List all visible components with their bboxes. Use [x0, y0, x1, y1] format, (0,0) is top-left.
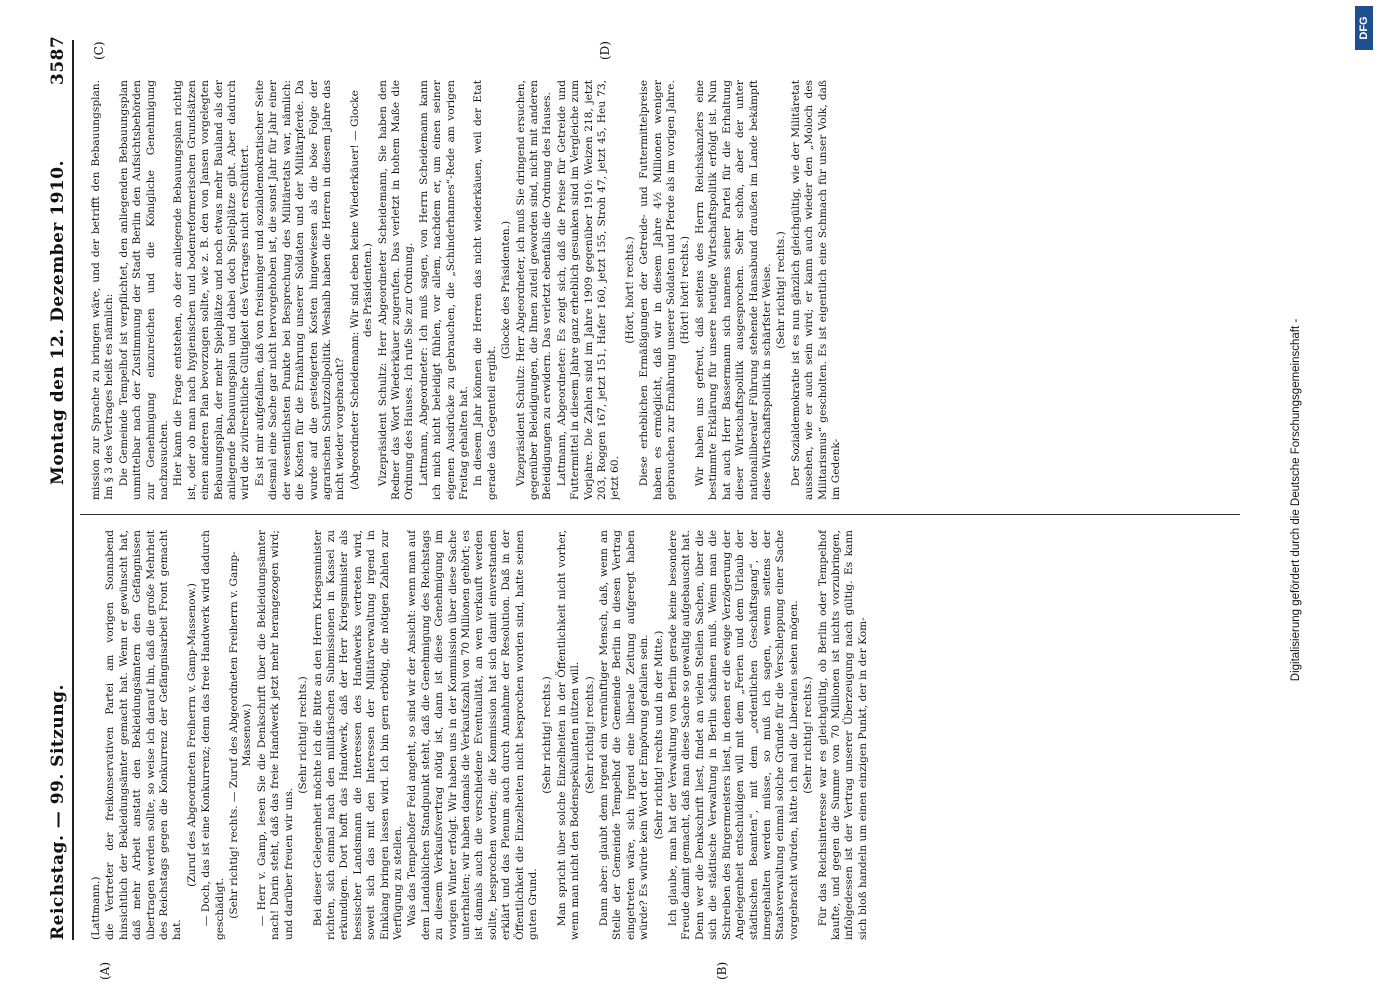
paragraph: Wir haben uns gefreut, daß seitens des Herrn Reichskanzlers eine bestimmte Erklärung für unsere heutige Wirtschaftspolitik erfolgt ist. Nun hat auch Herr Bassermann sich namens seiner Partei für die Erhaltung dieser Wirtschaftspolitik ausgesprochen. Sehr schön, aber der unter nationalliberaler Führung stehende Hansabund draußen im Lande bekämpft diese Wirtschaftspolitik in schärfster Weise. — [693, 80, 773, 500]
paragraph: Was das Tempelhofer Feld angeht, so sind wir der Ansicht: wenn man auf dem Landablichen Standpunkt steht, daß die Genehmigung des Reichstags zu diesem Verkaufsvertrag nötig ist, dann ist diese Genehmigung im vorigen Winter erfolgt. Wir haben uns in der Kommission über diese Sache unterhalten; wir haben damals die Verkaufszahl von 70 Millionen gehört; es ist damals auch die verschiedene Eventualität, an wen verkauft werden sollte, besprochen worden; die Kommission hat sich damit einverstanden erklärt und das Plenum auch durch Annahme der Resolution. Daß in der Öffentlichkeit die Einzelheiten nicht besprochen worden sind, hatte seinen guten Grund. — [406, 530, 539, 940]
margin-marker-a: (A) — [98, 961, 112, 980]
paragraph: (Lattmann.) — [90, 876, 102, 940]
digitization-note: Digitalisierung gefördert durch die Deutsche Forschungsgemeinschaft - — [1290, 318, 1302, 682]
paragraph: Die Gemeinde Tempelhof ist verpflichtet, den anliegenden Bebauungsplan unmittelbar nach der Zustimmung der Stadt Berlin den Aufsichtsbehörden zur Genehmigung einzureichen und die Königliche Genehmigung nachzusuchen. — [117, 80, 171, 500]
interjection: (Glocke des Präsidenten.) — [500, 220, 513, 360]
interjection: (Hört, hört! rechts.) — [623, 236, 636, 344]
paragraph: — Doch, das ist eine Konkurrenz; denn das freie Handwerk wird dadurch geschädigt. — [200, 530, 226, 940]
paragraph: Man spricht über solche Einzelheiten in der Öffentlichkeit nicht vorher, wenn man nicht den Bodenspekulanten nützen will. — [555, 530, 582, 940]
header-rule — [72, 40, 74, 940]
interjection: (Sehr richtig! rechts.) — [775, 231, 788, 349]
paragraph: In diesem Jahr können die Herren das nicht wiederkäuen, weil der Etat gerade das Gegenteil ergibt. — [472, 80, 498, 500]
paragraph: Der Sozialdemokratie ist es nun gänzlich gleichgültig, wie der Militäretat aussehen, wie er auch sein wird; er kann auch wieder den „Moloch des Militarismus“ gescholten. Es ist eigentlich eine Schmach für unser Volk, daß im Gedenk- — [789, 80, 842, 500]
paragraph: Lattmann, Abgeordneter: Es zeigt sich, daß die Preise für Getreide und Futtermittel in diesem Jahre ganz erheblich gesunken sind im Vergleiche zum Vorjahre. Die Zahlen sind im Jahre 1909 gegenüber 1910: Weizen 218, jetzt 203, Roggen 167, jetzt 151, Hafer 160, jetzt 155, Stroh 47, jetzt 45, Heu 73, jetzt 60. — [555, 80, 622, 500]
dfg-logo: DFG — [1355, 6, 1373, 50]
left-text-column — [90, 530, 1250, 940]
paragraph: Ich glaube, man hat der Verwaltung von Berlin gerade keine besondere Freude damit gemacht, daß man diese Sache so gewaltig aufgebauscht hat. Denn wer die Denkschrift liest, findet an vielen Stellen Sachen, über die sich die städtische Verwaltung in Berlin schämen muß. Wenn man die Schreiben des Bürgermeisters liest, in denen er die ewige Verzögerung der Angelegenheit entschuldigen will mit dem „Ferien und dem Urlaub der städtischen Beamten“, mit dem „ordentlichen Geschäftsgang“, der innegehalten werden müsse, so muß ich sagen, wenn seitens der Staatsverwaltung einmal solche Gründe für die Verschleppung einer Sache vorgebracht würden, hätte ich mal die Liberalen sehen mögen. — [667, 530, 800, 940]
paragraph: Bei dieser Gelegenheit möchte ich die Bitte an den Herrn Kriegsminister richten, sich einmal nach den militärischen Submissionen in Kassel zu erkundigen. Dort hofft das Handwerk, daß der Herr Kriegsminister als hessischer Landsmann die Interessen des Handwerks vertreten wird, soweit sich das mit den Interessen der Militärverwaltung irgend in Einklang bringen lassen wird. Ich bin gern erbötig, die nötigen Zahlen zur Verfügung zu stellen. — [311, 530, 404, 940]
margin-marker-d: (D) — [598, 41, 612, 60]
interjection: (Hört! hört! rechts.) — [679, 235, 692, 345]
interjection: (Sehr richtig! rechts und in der Mitte.) — [652, 630, 665, 840]
page-number: 3587 — [48, 35, 68, 85]
paragraph: Diese erheblichen Ermäßigungen der Getreide- und Futtermittelpreise haben es ermöglicht, daß wir in diesem Jahre 4½ Millionen weniger gebrauchen zur Ernährung unserer Soldaten und Pferde als im vorigen Jahre. — [638, 80, 678, 500]
right-text-column — [90, 80, 1250, 500]
paragraph: Es ist mir aufgefallen, daß von freisinniger und sozialdemokratischer Seite diesmal eine Sache gar nicht hervorgehoben ist, die sonst Jahr für Jahr einer der wesentlichsten Punkte bei Besprechung des Militäretats war, nämlich: die Kosten für die Ernährung unserer Soldaten und der Militärpferde. Da wurde auf die gesteigerten Kosten hingewiesen als die böse Folge der agrarischen Schutzzollpolitik. Weshalb haben die Herren in diesem Jahre das nicht wieder vorgebracht? — [253, 80, 347, 500]
interjection: (Sehr richtig! rechts.) — [541, 676, 554, 794]
interjection: (Abgeordneter Scheidemann: Wir sind eben keine Wiederkäuer! — Glocke des Präsidenten.) — [348, 90, 375, 490]
paragraph: die Vertreter der freikonservativen Partei am vorigen Sonnabend hinsichtlich der Bekleidungsämter gemacht hat. Wenn er gewünscht hat, daß mehr Arbeit anstatt den Bekleidungsämtern den Gefängnissen übertragen werden sollte, so weise ich darauf hin, daß die große Mehrheit des Reichstags gegen die Konkurrenz der Gefängnisarbeit Front gemacht hat. — [104, 530, 184, 940]
paragraph: — Herr v. Gamp, lesen Sie die Denkschrift über die Bekleidungsämter nach! Darin steht, daß das freie Handwerk jetzt mehr herangezogen wird; und darüber freuen wir uns. — [255, 530, 295, 940]
paragraph: Für das Reichsinteresse war es gleichgültig, ob Berlin oder Tempelhof kaufte, und gegen die Summe von 70 Millionen ist nichts vorzubringen, infolgedessen ist der Vertrag unserer Überzeugung nach gültig. Es kann sich bloß handeln um einen einzigen Punkt, der in der Kom- — [816, 530, 869, 940]
paragraph: mission zur Sprache zu bringen wäre, und der betrifft den Bebauungsplan. Im § 3 des Vertrages heißt es nämlich: — [90, 80, 116, 500]
column-divider — [80, 514, 1240, 515]
interjection: (Sehr richtig! rechts.) — [583, 676, 596, 794]
interjection: (Sehr richtig! rechts. — Zuruf des Abgeordneten Freiherrn v. Gamp-Massenow.) — [228, 551, 254, 919]
interjection: (Zuruf des Abgeordneten Freiherrn v. Gamp-Massenow.) — [185, 583, 198, 887]
interjection: (Sehr richtig! rechts.) — [802, 676, 815, 794]
paragraph: Hier kann die Frage entstehen, ob der anliegende Bebauungsplan richtig ist, oder ob man nach hygienischen und bodenreformerischen Grundsätzen einen anderen Plan bevorzugen sollte, wie z. B. den von Jansen vorgelegten Bebauungsplan, der mehr Spielplätze und noch etwas mehr Bauland als der anliegende Bebauungsplan und dabei doch Spielplätze gibt. Aber dadurch wird die zivilrechtliche Gültigkeit des Vertrages nicht erschüttert. — [172, 80, 252, 500]
margin-marker-c: (C) — [92, 41, 106, 60]
interjection: (Sehr richtig! rechts.) — [297, 676, 310, 794]
page-header — [0, 0, 80, 1000]
paragraph: Vizepräsident Schultz: Herr Abgeordneter Scheidemann, Sie haben den Redner das Wort Wiederkäuer zugerufen. Das verletzt in hohem Maße die Ordnung des Hauses. Ich rufe Sie zur Ordnung. — [376, 80, 416, 500]
paragraph: Vizepräsident Schultz: Herr Abgeordneter, ich muß Sie dringend ersuchen, gegenüber Beleidigungen, die Ihnen zuteil geworden sind, nicht mit anderen Beleidigungen zu erwidern. Das verletzt ebenfalls die Ordnung des Hauses. — [514, 80, 554, 500]
header-session: Reichstag. — 99. Sitzung. — [48, 684, 68, 940]
paragraph: Lattmann, Abgeordneter: Ich muß sagen, von Herrn Scheidemann kann ich mich nicht beleidigt fühlen, vor allem, nachdem er, um einen seiner eigenen Ausdrücke zu gebrauchen, die „Schinderhannes“-Rede am vorigen Freitag gehalten hat. — [417, 80, 470, 500]
header-date: Montag den 12. Dezember 1910. — [48, 160, 68, 485]
margin-marker-b: (B) — [715, 961, 729, 980]
paragraph: Dann aber: glaubt denn irgend ein vernünftiger Mensch, daß, wenn an Stelle der Gemeinde Tempelhof die Gemeinde Berlin in diesen Vertrag eingetreten wäre, sich irgend eine liberale Zeitung aufgeregt haben würde? Es würde kein Wort der Empörung gefallen sein. — [598, 530, 651, 940]
